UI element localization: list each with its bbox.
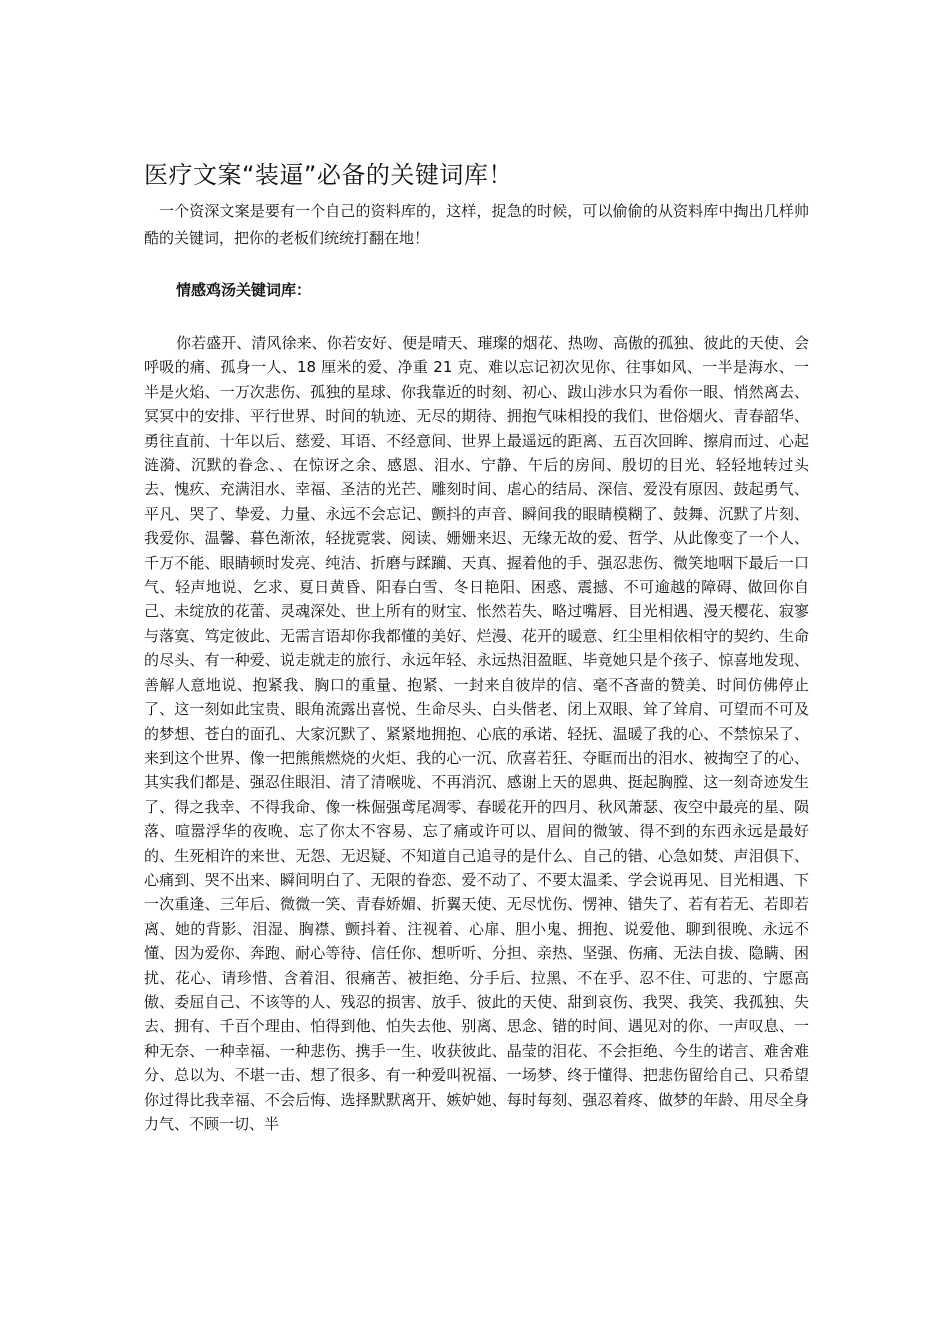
keyword-paragraph: 你若盛开、清风徐来、你若安好、便是晴天、璀璨的烟花、热吻、高傲的孤独、彼此的天使、会呼吸的痛、孤身一人、18 厘米的爱、净重 21 克、难以忘记初次见你、往事如风、一半是海水、一半是火焰、一万次悲伤、孤独的星球、你我靠近的时刻、初心、跋山涉水只为看你一眼、悄然离去、冥冥中的安排、平行世界、时间的轨迹、无尽的期待、拥抱气味相投的我们、世俗烟火、青春韶华、勇往直前、十年以后、慈爱、耳语、不经意间、世界上最遥远的距离、五百次回眸、擦肩而过、心起涟漪、沉默的眷念、、在惊讶之余、感恩、泪水、宁静、午后的房间、殷切的目光、轻轻地转过头去、愧疚、充满泪水、幸福、圣洁的光芒、雕刻时间、虐心的结局、深信、爱没有原因、鼓起勇气、平凡、哭了、挚爱、力量、永远不会忘记、颤抖的声音、瞬间我的眼睛模糊了、鼓舞、沉默了片刻、我爱你、温馨、暮色渐浓，轻拢霓裳、阅读、姗姗来迟、无缘无故的爱、哲学、从此像变了一个人、千万不能、眼睛顿时发亮、纯洁、折磨与蹂躏、天真、握着他的手、强忍悲伤、微笑地咽下最后一口气、轻声地说、乞求、夏日黄昏、阳春白雪、冬日艳阳、困惑、震撼、不可逾越的障碍、做回你自己、未绽放的花蕾、灵魂深处、世上所有的财宝、怅然若失、略过嘴唇、目光相遇、漫天樱花、寂寥与落寞、笃定彼此、无需言语却你我都懂的美好、烂漫、花开的暖意、红尘里相依相守的契约、生命的尽头、有一种爱、说走就走的旅行、永远年轻、永远热泪盈眶、毕竟她只是个孩子、惊喜地发现、善解人意地说、抱紧我、胸口的重量、抱紧、一封来自彼岸的信、毫不吝啬的赞美、时间仿佛停止了、这一刻如此宝贵、眼角流露出喜悦、生命尽头、白头偕老、闭上双眼、耸了耸肩、可望而不可及的梦想、苍白的面孔、大家沉默了、紧紧地拥抱、心底的承诺、轻抚、温暖了我的心、不禁惊呆了、来到这个世界、像一把熊熊燃烧的火炬、我的心一沉、欣喜若狂、夺眶而出的泪水、被掏空了的心、其实我们都是、强忍住眼泪、清了清喉咙、不再消沉、感谢上天的恩典、挺起胸膛、这一刻奇迹发生了、得之我幸、不得我命、像一株倔强鸢尾凋零、春暖花开的四月、秋风萧瑟、夜空中最亮的星、陨落、喧嚣浮华的夜晚、忘了你太不容易、忘了痛或许可以、眉间的微皱、得不到的东西永远是最好的、生死相许的来世、无怨、无迟疑、不知道自己追寻的是什么、自己的错、心急如焚、声泪俱下、心痛到、哭不出来、瞬间明白了、无限的眷恋、爱不动了、不要太温柔、学会说再见、目光相遇、下一次重逢、三年后、微微一笑、青春娇媚、折翼天使、无尽忧伤、愣神、错失了、若有若无、若即若离、她的背影、泪湿、胸襟、颤抖着、注视着、心扉、胆小鬼、拥抱、说爱他、聊到很晚、永远不懂、因为爱你、奔跑、耐心等待、信任你、想听听、分担、亲热、坚强、伤痛、无法自拔、隐瞒、困扰、花心、请珍惜、含着泪、很痛苦、被拒绝、分手后、拉黑、不在乎、忍不住、可悲的、宁愿高傲、委屈自己、不该等的人、残忍的损害、放手、彼此的天使、甜到哀伤、我哭、我笑、我孤独、失去、拥有、千百个理由、怕得到他、怕失去他、别离、思念、错的时间、遇见对的你、一声叹息、一种无奈、一种幸福、一种悲伤、携手一生、收获彼此、晶莹的泪花、不会拒绝、今生的诺言、难舍难分、总以为、不堪一击、想了很多、有一种爱叫祝福、一场梦、终于懂得、把悲伤留给自己、只希望你过得比我幸福、不会后悔、选择默默离开、嫉妒她、每时每刻、强忍着疼、做梦的年龄、用尽全身力气、不顾一切、半 xyxy=(144,334,809,1133)
document-title: 医疗文案“装逼”必备的关键词库！ xyxy=(144,161,513,189)
document-page xyxy=(144,158,809,1136)
intro-paragraph: 一个资深文案是要有一个自己的资料库的，这样，捉急的时候，可以偷偷的从资料库中掏出几样帅酷的关键词，把你的老板们统统打翻在地！ xyxy=(144,202,809,247)
section-heading: 情感鸡汤关键词库： xyxy=(176,281,312,299)
